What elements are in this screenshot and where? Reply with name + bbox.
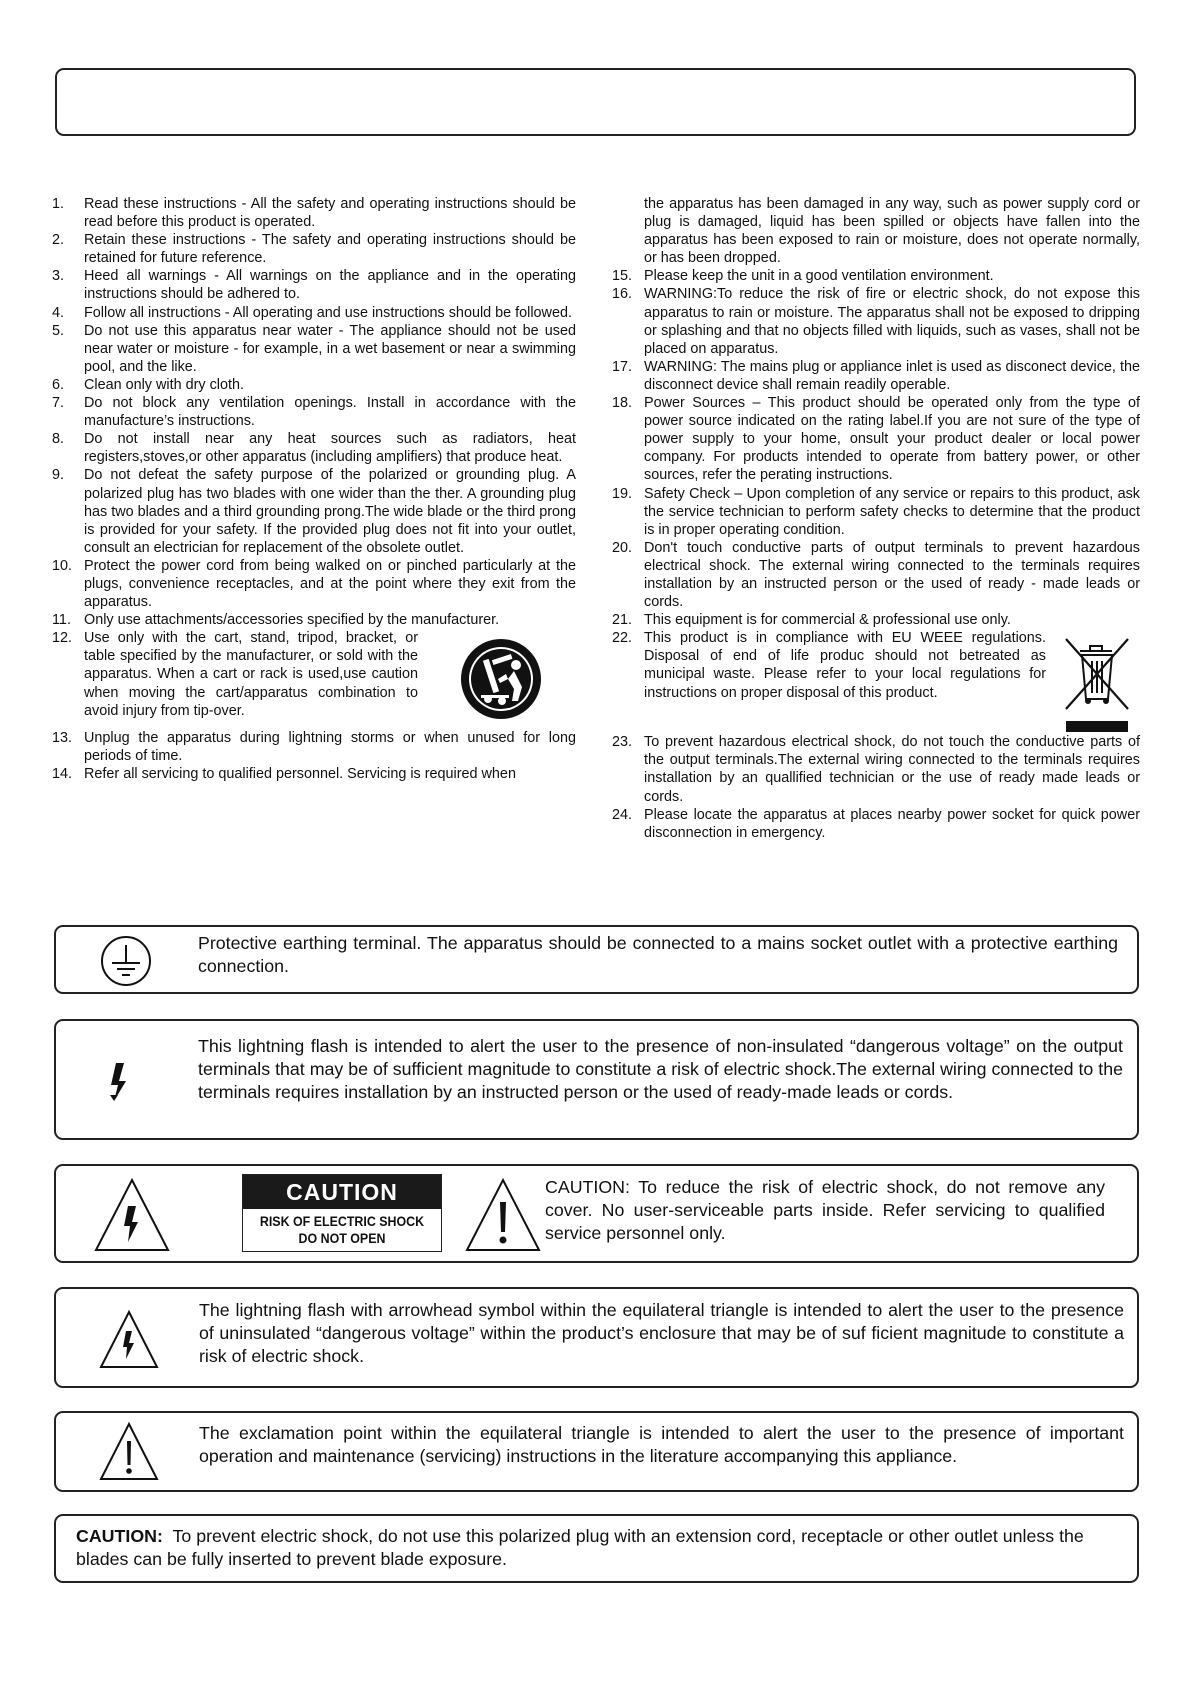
- earthing-notice-box: [54, 925, 1139, 994]
- item-text: Retain these instructions - The safety and operating instructions should be retained for future reference.: [84, 232, 576, 267]
- weee-crossed-bin-icon: [1052, 629, 1140, 733]
- item-number: 17.: [612, 358, 633, 375]
- item-number: 3.: [52, 268, 65, 285]
- exclamation-triangle-icon: [98, 1421, 160, 1488]
- item-number: 14.: [52, 766, 73, 783]
- item-text: Don't touch conductive parts of output terminals to prevent hazardous electrical shock. The external wiring connected to the terminals requires installation by an instructed person or the used of ready - made leads or cords.: [644, 539, 1140, 611]
- exclamation-text: The exclamation point within the equilateral triangle is intended to alert the user to the presence of important operation and maintenance (servicing) instructions in the literature accompanying this appliance.: [199, 1423, 1124, 1466]
- instructions-right-column: [612, 195, 1140, 842]
- plug-caution-text: To prevent electric shock, do not use this polarized plug with an extension cord, receptacle or other outlet unless the blades can be fully inserted to prevent blade exposure.: [76, 1526, 1084, 1569]
- item-number: 20.: [612, 539, 633, 556]
- plug-caution-box: [54, 1514, 1139, 1583]
- item-text: WARNING: The mains plug or appliance inlet is used as disconect device, the disconnect device shall remain readily operable.: [644, 358, 1140, 393]
- caution-label-box: [54, 1164, 1139, 1263]
- item-number: 9.: [52, 467, 65, 484]
- caution-warning-label: [242, 1174, 442, 1252]
- caution-label-line2: DO NOT OPEN: [298, 1231, 386, 1246]
- item-number: 23.: [612, 734, 633, 751]
- item-text: Clean only with dry cloth.: [84, 376, 244, 393]
- cart-tipover-icon: [426, 629, 576, 729]
- item-text: Read these instructions - All the safety and operating instructions should be read before this product is operated.: [84, 196, 576, 231]
- list-item: [52, 729, 576, 765]
- item-text: Protect the power cord from being walked on or pinched particularly at the plugs, convenience receptacles, and at the point where they exit from the apparatus.: [84, 557, 576, 611]
- item-text: To prevent hazardous electrical shock, do not touch the conductive parts of the output terminals.The external wiring connected to the terminals requires installation by an quallified technician or the use of ready made leads or cords.: [644, 734, 1140, 805]
- exclamation-triangle-icon: [463, 1176, 543, 1259]
- item-text: Please locate the apparatus at places nearby power socket for quick power disconnection in emergency.: [644, 806, 1140, 841]
- list-item: [52, 394, 576, 430]
- list-item: [612, 806, 1140, 842]
- item-number: 7.: [52, 395, 65, 412]
- item-number: 11.: [52, 612, 71, 629]
- caution-text: CAUTION: To reduce the risk of electric shock, do not remove any cover. No user-serviceable parts inside. Refer servicing to qualified service personnel only.: [545, 1177, 1105, 1243]
- item-text: Refer all servicing to qualified personnel. Servicing is required when: [84, 766, 516, 783]
- list-item: [52, 611, 576, 629]
- list-item: [612, 394, 1140, 484]
- instructions-left-column: [52, 195, 576, 784]
- item-number: 4.: [52, 304, 65, 321]
- item-number: 21.: [612, 612, 633, 629]
- item-number: 22.: [612, 630, 633, 647]
- list-item: [52, 430, 576, 466]
- item-text: Follow all instructions - All operating and use instructions should be followed.: [84, 304, 572, 321]
- list-item: [52, 267, 576, 303]
- lightning-triangle-icon: [92, 1176, 172, 1259]
- item-number: 12.: [52, 630, 73, 647]
- item-text: Safety Check – Upon completion of any service or repairs to this product, ask the service technician to perform safety checks to determine that the product is in proper operating condition.: [644, 485, 1140, 538]
- list-item: [52, 231, 576, 267]
- item-text: Unplug the apparatus during lightning storms or when unused for long periods of time.: [84, 730, 576, 765]
- item-number: 18.: [612, 395, 633, 412]
- list-item: [52, 466, 576, 556]
- item-text: Please keep the unit in a good ventilation environment.: [644, 268, 994, 285]
- caution-label-title: CAUTION: [243, 1175, 441, 1209]
- list-item: [52, 765, 576, 783]
- list-item: [52, 322, 576, 376]
- item-text: Do not block any ventilation openings. Install in accordance with the manufacture’s instructions.: [84, 395, 576, 430]
- exclamation-notice-box: [54, 1411, 1139, 1492]
- protective-earth-icon: [100, 935, 152, 992]
- item-number: 6.: [52, 376, 65, 393]
- earthing-text: Protective earthing terminal. The apparatus should be connected to a mains socket outlet with a protective earthing connection.: [198, 933, 1118, 976]
- list-item: [612, 285, 1140, 357]
- lightning-triangle-icon: [98, 1309, 160, 1376]
- item-text: Do not use this apparatus near water - The appliance should not be used near water or moisture - for example, in a wet basement or near a swimming pool, and the like.: [84, 322, 576, 375]
- list-item: [52, 304, 576, 322]
- item-number: 16.: [612, 286, 633, 303]
- list-item: [52, 629, 576, 729]
- list-item: [612, 733, 1140, 805]
- header-box: [55, 68, 1136, 136]
- list-item: [612, 358, 1140, 394]
- item-text: Use only with the cart, stand, tripod, bracket, or table specified by the manufacturer, or sold with the apparatus. When a cart or rack is used,use caution when moving the cart/apparatus combination to avoid injury from tip-over.: [84, 630, 418, 719]
- lightning-bolt-icon: [108, 1061, 132, 1114]
- list-item: [612, 267, 1140, 285]
- item-text: Heed all warnings - All warnings on the appliance and in the operating instructions should be adhered to.: [84, 268, 576, 303]
- item-number: 13.: [52, 730, 73, 747]
- continued-text: the apparatus has been damaged in any way, such as power supply cord or plug is damaged, liquid has been spilled or objects have fallen into the apparatus has been exposed to rain or moisture, does not operate normally, or has been dropped.: [644, 196, 1140, 267]
- arrowhead-notice-box: [54, 1287, 1139, 1388]
- item-number: 24.: [612, 806, 633, 823]
- item-number: 1.: [52, 196, 65, 212]
- item-text: Power Sources – This product should be operated only from the type of power source indicated on the rating label.If you are not sure of the type of power supply to your home, onsult your product dealer or local power company. For products intended to operate from battery power, or other sources, refer the perating instructions.: [644, 395, 1140, 484]
- item-text: This product is in compliance with EU WEEE regulations. Disposal of end of life produc should not betreated as municipal waste. Please refer to your local regulations for instructions on proper disposal of this product.: [644, 630, 1046, 701]
- item-number: 19.: [612, 485, 633, 502]
- list-item: [612, 539, 1140, 611]
- list-item: [612, 629, 1140, 733]
- item-number: 15.: [612, 268, 633, 285]
- list-item: [612, 611, 1140, 629]
- list-item: [52, 376, 576, 394]
- item-text: WARNING:To reduce the risk of fire or electric shock, do not expose this apparatus to rain or moisture. The apparatus shall not be exposed to dripping or splashing and that no objects filled with liquids, such as vases, shall not be placed on apparatus.: [644, 286, 1140, 357]
- item-number: 8.: [52, 431, 65, 448]
- item-number: 5.: [52, 322, 65, 339]
- arrowhead-text: The lightning flash with arrowhead symbol within the equilateral triangle is intended to alert the user to the presence of uninsulated “dangerous voltage” within the product’s enclosure that may be of suf ficient magnitude to constitute a risk of electric shock.: [199, 1300, 1124, 1366]
- list-item: [52, 557, 576, 611]
- lightning-notice-box: [54, 1019, 1139, 1140]
- list-item: [52, 195, 576, 231]
- item-number: 10.: [52, 557, 73, 574]
- caution-label-subtitle: [251, 1209, 433, 1247]
- item-text-with-figure: [84, 629, 576, 729]
- item-text: Do not install near any heat sources such as radiators, heat registers,stoves,or other apparatus (including amplifiers) that produce heat.: [84, 431, 576, 466]
- list-item: [612, 485, 1140, 539]
- caution-label-line1: RISK OF ELECTRIC SHOCK: [259, 1214, 425, 1229]
- item-text-with-figure: [644, 629, 1140, 733]
- plug-caution-label: CAUTION:: [76, 1526, 163, 1546]
- item-number: 2.: [52, 232, 65, 249]
- lightning-flash-text: This lightning flash is intended to alert the user to the presence of non-insulated “dangerous voltage” on the output terminals that may be of sufficient magnitude to constitute a risk of electric shock.The external wiring connected to the terminals requires installation by an instructed person or the used of ready-made leads or cords.: [198, 1036, 1123, 1102]
- item-text: This equipment is for commercial & professional use only.: [644, 612, 1011, 629]
- plug-caution-text-block: [76, 1525, 1116, 1571]
- item-text: Only use attachments/accessories specified by the manufacturer.: [84, 612, 500, 629]
- item-text: Do not defeat the safety purpose of the polarized or grounding plug. A polarized plug has two blades with one wider than the ther. A grounding plug has two blades and a third grounding prong.The wide blade or the third prong is provided for your safety. If the provided plug does not fit into your outlet, consult an electrician for replacement of the obsolete outlet.: [84, 467, 577, 556]
